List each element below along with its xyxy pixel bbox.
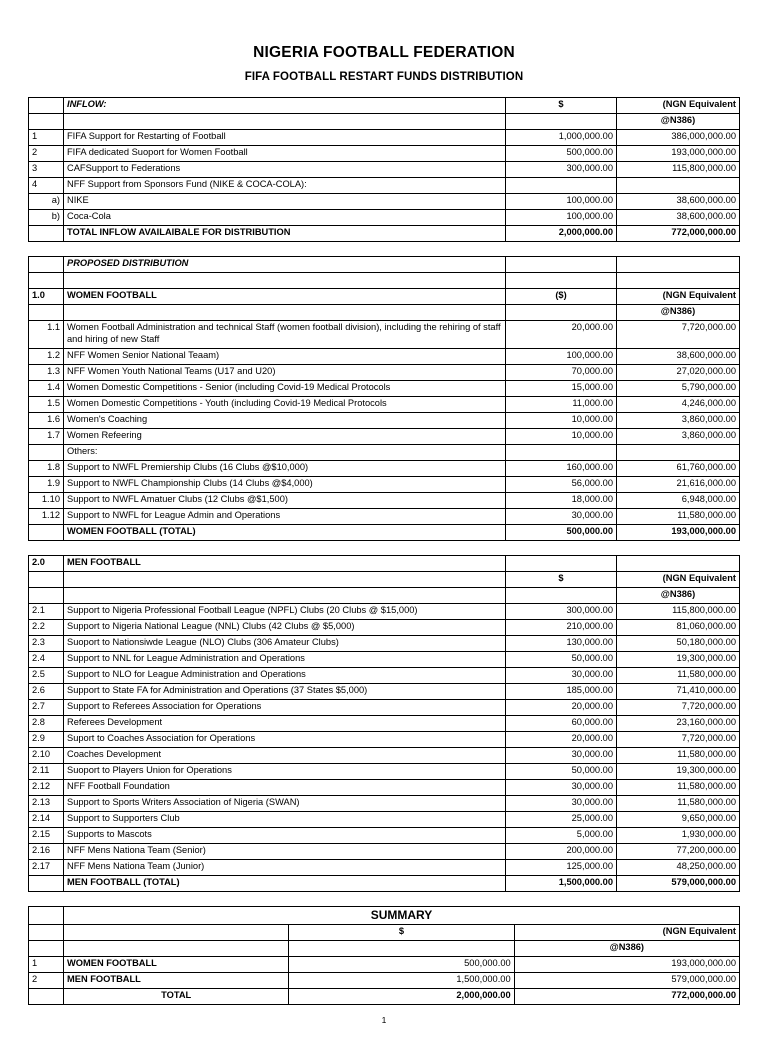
- row-usd: 15,000.00: [506, 381, 617, 397]
- total-ngn: 193,000,000.00: [617, 525, 740, 541]
- row-usd: 30,000.00: [506, 748, 617, 764]
- spacer-cell: [64, 588, 506, 604]
- spacer-cell: [29, 925, 64, 941]
- row-number: 2.13: [29, 796, 64, 812]
- row-ngn: [617, 178, 740, 194]
- total-usd: 2,000,000.00: [506, 226, 617, 242]
- row-description: WOMEN FOOTBALL: [64, 957, 289, 973]
- row-usd: 185,000.00: [506, 684, 617, 700]
- row-usd: 30,000.00: [506, 509, 617, 525]
- table-row: [29, 445, 740, 461]
- table-row: [29, 429, 740, 445]
- summary-header-ngn-line2: @N386): [514, 941, 739, 957]
- row-number: a): [29, 194, 64, 210]
- table-row: [29, 461, 740, 477]
- total-blank: [29, 525, 64, 541]
- row-description: FIFA Support for Restarting of Football: [64, 130, 506, 146]
- row-number: 2.7: [29, 700, 64, 716]
- row-number: 1.5: [29, 397, 64, 413]
- inflow-header-usd: $: [506, 98, 617, 114]
- proposed-usd-blank: [506, 257, 617, 273]
- row-usd: 130,000.00: [506, 636, 617, 652]
- row-ngn: 1,930,000.00: [617, 828, 740, 844]
- inflow-header-blank-3: [64, 114, 506, 130]
- row-ngn: 3,860,000.00: [617, 413, 740, 429]
- row-usd: 200,000.00: [506, 844, 617, 860]
- row-ngn: 19,300,000.00: [617, 764, 740, 780]
- women-section-header-row-2: [29, 305, 740, 321]
- row-description: Support to NWFL Premiership Clubs (16 Clubs @$10,000): [64, 461, 506, 477]
- table-row: [29, 844, 740, 860]
- row-ngn: 6,948,000.00: [617, 493, 740, 509]
- row-description: Women Domestic Competitions - Youth (including Covid-19 Medical Protocols: [64, 397, 506, 413]
- row-usd: 30,000.00: [506, 796, 617, 812]
- row-number: 2.2: [29, 620, 64, 636]
- spacer-cell: [29, 273, 64, 289]
- table-row: [29, 748, 740, 764]
- row-usd: 500,000.00: [289, 957, 514, 973]
- row-usd: 300,000.00: [506, 162, 617, 178]
- row-description: Support to NWFL Amatuer Clubs (12 Clubs @$1,500): [64, 493, 506, 509]
- women-section-title: WOMEN FOOTBALL: [64, 289, 506, 305]
- row-number: 2.11: [29, 764, 64, 780]
- row-description: Coca-Cola: [64, 210, 506, 226]
- table-row: [29, 381, 740, 397]
- summary-total-row: [29, 989, 740, 1005]
- row-description: Support to Sports Writers Association of Nigeria (SWAN): [64, 796, 506, 812]
- row-number: 2.1: [29, 604, 64, 620]
- spacer-cell: [29, 941, 64, 957]
- spacer-cell: [617, 556, 740, 572]
- row-description: NFF Football Foundation: [64, 780, 506, 796]
- spacer-cell: [617, 273, 740, 289]
- total-ngn: 772,000,000.00: [514, 989, 739, 1005]
- total-blank: [29, 876, 64, 892]
- row-number: 4: [29, 178, 64, 194]
- spacer-cell: [506, 305, 617, 321]
- women-header-usd: ($): [506, 289, 617, 305]
- row-usd: 50,000.00: [506, 652, 617, 668]
- row-number: 1.10: [29, 493, 64, 509]
- row-ngn: 7,720,000.00: [617, 321, 740, 349]
- proposed-distribution-label: PROPOSED DISTRIBUTION: [64, 257, 506, 273]
- row-number: 2.17: [29, 860, 64, 876]
- row-number: 1.4: [29, 381, 64, 397]
- row-ngn: 386,000,000.00: [617, 130, 740, 146]
- women-header-ngn-line1: (NGN Equivalent: [617, 289, 740, 305]
- row-number: 1: [29, 130, 64, 146]
- row-description: NFF Women Senior National Teaam): [64, 349, 506, 365]
- row-ngn: 115,800,000.00: [617, 604, 740, 620]
- total-usd: 2,000,000.00: [289, 989, 514, 1005]
- table-row: [29, 178, 740, 194]
- table-row: [29, 604, 740, 620]
- inflow-header-blank-4: [506, 114, 617, 130]
- row-usd: 20,000.00: [506, 732, 617, 748]
- row-description: Women's Coaching: [64, 413, 506, 429]
- table-row: [29, 146, 740, 162]
- row-usd: 100,000.00: [506, 349, 617, 365]
- row-description: Referees Development: [64, 716, 506, 732]
- summary-title-row: [29, 907, 740, 925]
- row-usd: 30,000.00: [506, 668, 617, 684]
- row-description: Support to Nigeria Professional Football League (NPFL) Clubs (20 Clubs @ $15,000): [64, 604, 506, 620]
- row-description: NIKE: [64, 194, 506, 210]
- table-row: [29, 477, 740, 493]
- row-ngn: 5,790,000.00: [617, 381, 740, 397]
- row-description: Support to Nigeria National League (NNL) Clubs (42 Clubs @ $5,000): [64, 620, 506, 636]
- row-ngn: 38,600,000.00: [617, 194, 740, 210]
- row-ngn: 23,160,000.00: [617, 716, 740, 732]
- men-section-title: MEN FOOTBALL: [64, 556, 506, 572]
- row-ngn: 7,720,000.00: [617, 732, 740, 748]
- spacer-cell: [506, 556, 617, 572]
- row-ngn: 11,580,000.00: [617, 796, 740, 812]
- row-number: 1.8: [29, 461, 64, 477]
- row-description: Women Refeering: [64, 429, 506, 445]
- row-description: Suport to Coaches Association for Operations: [64, 732, 506, 748]
- table-row: [29, 684, 740, 700]
- row-description: MEN FOOTBALL: [64, 973, 289, 989]
- row-number: 2.10: [29, 748, 64, 764]
- women-total-row: [29, 525, 740, 541]
- row-ngn: 48,250,000.00: [617, 860, 740, 876]
- row-description: NFF Support from Sponsors Fund (NIKE & COCA-COLA):: [64, 178, 506, 194]
- row-description: Support to NWFL Championship Clubs (14 Clubs @$4,000): [64, 477, 506, 493]
- row-description: Support to NWFL for League Admin and Operations: [64, 509, 506, 525]
- row-usd: 60,000.00: [506, 716, 617, 732]
- spacer-cell: [289, 941, 514, 957]
- row-description: Support to State FA for Administration and Operations (37 States $5,000): [64, 684, 506, 700]
- row-ngn: 50,180,000.00: [617, 636, 740, 652]
- total-label: MEN FOOTBALL (TOTAL): [64, 876, 506, 892]
- total-usd: 1,500,000.00: [506, 876, 617, 892]
- summary-header-ngn-line1: (NGN Equivalent: [514, 925, 739, 941]
- row-usd: [506, 445, 617, 461]
- row-ngn: 579,000,000.00: [514, 973, 739, 989]
- row-description: NFF Women Youth National Teams (U17 and U20): [64, 365, 506, 381]
- row-number: 2.15: [29, 828, 64, 844]
- spacer-cell: [29, 305, 64, 321]
- total-blank: [29, 989, 64, 1005]
- row-number: 1.12: [29, 509, 64, 525]
- row-ngn: 193,000,000.00: [617, 146, 740, 162]
- row-ngn: 115,800,000.00: [617, 162, 740, 178]
- row-number: 2.6: [29, 684, 64, 700]
- table-row: [29, 780, 740, 796]
- row-number: 2.12: [29, 780, 64, 796]
- row-usd: 25,000.00: [506, 812, 617, 828]
- inflow-header-blank-2: [29, 114, 64, 130]
- spacer-cell: [506, 273, 617, 289]
- row-ngn: [617, 445, 740, 461]
- row-ngn: 3,860,000.00: [617, 429, 740, 445]
- spacer-cell: [506, 588, 617, 604]
- men-header-usd: $: [506, 572, 617, 588]
- table-row: [29, 764, 740, 780]
- summary-title: SUMMARY: [64, 907, 740, 925]
- row-description: Suoport to Players Union for Operations: [64, 764, 506, 780]
- row-ngn: 11,580,000.00: [617, 668, 740, 684]
- row-ngn: 19,300,000.00: [617, 652, 740, 668]
- total-label: TOTAL: [64, 989, 289, 1005]
- row-description: NFF Mens Nationa Team (Senior): [64, 844, 506, 860]
- women-section-header-row: [29, 289, 740, 305]
- row-number: 2.16: [29, 844, 64, 860]
- row-ngn: 11,580,000.00: [617, 780, 740, 796]
- table-row: [29, 828, 740, 844]
- row-number: b): [29, 210, 64, 226]
- row-description: Support to Supporters Club: [64, 812, 506, 828]
- table-row: [29, 973, 740, 989]
- inflow-header-label: INFLOW:: [64, 98, 506, 114]
- row-number: 2.3: [29, 636, 64, 652]
- row-usd: 125,000.00: [506, 860, 617, 876]
- table-row: [29, 194, 740, 210]
- table-row: [29, 620, 740, 636]
- page-subtitle: FIFA FOOTBALL RESTART FUNDS DISTRIBUTION: [244, 71, 524, 83]
- row-usd: 18,000.00: [506, 493, 617, 509]
- row-usd: 210,000.00: [506, 620, 617, 636]
- spacer-cell: [64, 572, 506, 588]
- row-ngn: 7,720,000.00: [617, 700, 740, 716]
- row-description: NFF Mens Nationa Team (Junior): [64, 860, 506, 876]
- men-header-ngn-line2: @N386): [617, 588, 740, 604]
- inflow-header-ngn-line1: (NGN Equivalent: [662, 99, 736, 109]
- title-block: [0, 0, 768, 83]
- table-row: [29, 349, 740, 365]
- row-number: 1.1: [29, 321, 64, 349]
- row-ngn: 38,600,000.00: [617, 349, 740, 365]
- women-football-table: [28, 256, 740, 541]
- row-number: 1.6: [29, 413, 64, 429]
- women-header-ngn-line2: @N386): [617, 305, 740, 321]
- row-number: 1.2: [29, 349, 64, 365]
- row-description: CAFSupport to Federations: [64, 162, 506, 178]
- page-title: NIGERIA FOOTBALL FEDERATION: [253, 44, 515, 61]
- spacer-cell: [64, 941, 289, 957]
- inflow-total-row: [29, 226, 740, 242]
- table-row: [29, 509, 740, 525]
- row-usd: 10,000.00: [506, 413, 617, 429]
- summary-table: [28, 906, 740, 1005]
- men-section-number: 2.0: [29, 556, 64, 572]
- row-usd: 20,000.00: [506, 700, 617, 716]
- table-row: [29, 321, 740, 349]
- row-usd: 160,000.00: [506, 461, 617, 477]
- table-row: [29, 397, 740, 413]
- row-number: 2.9: [29, 732, 64, 748]
- row-number: 2.8: [29, 716, 64, 732]
- row-description: Support to Referees Association for Operations: [64, 700, 506, 716]
- row-number: 2.4: [29, 652, 64, 668]
- men-section-header-row: [29, 556, 740, 572]
- row-ngn: 27,020,000.00: [617, 365, 740, 381]
- table-row: [29, 493, 740, 509]
- spacer-cell: [64, 273, 506, 289]
- row-usd: 300,000.00: [506, 604, 617, 620]
- row-ngn: 71,410,000.00: [617, 684, 740, 700]
- table-row: [29, 668, 740, 684]
- row-usd: 10,000.00: [506, 429, 617, 445]
- row-ngn: 38,600,000.00: [617, 210, 740, 226]
- inflow-header-ngn-line2: @N386): [617, 114, 740, 130]
- table-row: [29, 636, 740, 652]
- table-row: [29, 413, 740, 429]
- row-number: 2: [29, 973, 64, 989]
- table-row: [29, 732, 740, 748]
- row-number: 1.7: [29, 429, 64, 445]
- total-ngn: 579,000,000.00: [617, 876, 740, 892]
- row-number: 1.3: [29, 365, 64, 381]
- row-description: Support to NLO for League Administration and Operations: [64, 668, 506, 684]
- row-usd: 1,500,000.00: [289, 973, 514, 989]
- total-label: TOTAL INFLOW AVAILAIBALE FOR DISTRIBUTION: [64, 226, 506, 242]
- row-ngn: 81,060,000.00: [617, 620, 740, 636]
- table-row: [29, 700, 740, 716]
- table-row: [29, 130, 740, 146]
- total-blank: [29, 226, 64, 242]
- row-ngn: 61,760,000.00: [617, 461, 740, 477]
- total-usd: 500,000.00: [506, 525, 617, 541]
- row-number: 2: [29, 146, 64, 162]
- table-row: [29, 652, 740, 668]
- spacer-cell: [29, 907, 64, 925]
- table-row: [29, 812, 740, 828]
- row-description: Others:: [64, 445, 506, 461]
- row-ngn: 9,650,000.00: [617, 812, 740, 828]
- row-ngn: 193,000,000.00: [514, 957, 739, 973]
- men-total-row: [29, 876, 740, 892]
- row-number: 3: [29, 162, 64, 178]
- row-number: 2.5: [29, 668, 64, 684]
- table-row: [29, 796, 740, 812]
- page-number: 1: [381, 1015, 387, 1026]
- row-usd: 56,000.00: [506, 477, 617, 493]
- row-ngn: 11,580,000.00: [617, 509, 740, 525]
- men-header-ngn-line1: (NGN Equivalent: [617, 572, 740, 588]
- row-number: 1.9: [29, 477, 64, 493]
- spacer-cell: [64, 305, 506, 321]
- spacer-cell: [29, 572, 64, 588]
- women-section-number: 1.0: [29, 289, 64, 305]
- total-ngn: 772,000,000.00: [617, 226, 740, 242]
- table-row: [29, 716, 740, 732]
- row-usd: 100,000.00: [506, 210, 617, 226]
- row-usd: 50,000.00: [506, 764, 617, 780]
- inflow-header-row-2: [29, 114, 740, 130]
- row-usd: 70,000.00: [506, 365, 617, 381]
- row-number: 1: [29, 957, 64, 973]
- total-label: WOMEN FOOTBALL (TOTAL): [64, 525, 506, 541]
- spacer-cell: [29, 588, 64, 604]
- row-ngn: 21,616,000.00: [617, 477, 740, 493]
- men-column-header-row: [29, 572, 740, 588]
- row-ngn: 11,580,000.00: [617, 748, 740, 764]
- row-usd: 5,000.00: [506, 828, 617, 844]
- row-usd: 11,000.00: [506, 397, 617, 413]
- table-row: [29, 365, 740, 381]
- inflow-table: [28, 97, 740, 242]
- spacer-cell: [64, 925, 289, 941]
- row-description: Women Domestic Competitions - Senior (including Covid-19 Medical Protocols: [64, 381, 506, 397]
- inflow-header-ngn: [617, 98, 740, 114]
- summary-header-usd: $: [289, 925, 514, 941]
- row-description: Support to NNL for League Administration and Operations: [64, 652, 506, 668]
- row-description: FIFA dedicated Suoport for Women Football: [64, 146, 506, 162]
- row-usd: 20,000.00: [506, 321, 617, 349]
- table-row: [29, 957, 740, 973]
- spacer-row: [29, 273, 740, 289]
- row-usd: 500,000.00: [506, 146, 617, 162]
- proposed-distribution-row: [29, 257, 740, 273]
- inflow-header-blank: [29, 98, 64, 114]
- row-number: 2.14: [29, 812, 64, 828]
- row-description: Women Football Administration and technical Staff (women football division), including the rehiring of staff and hiring of new Staff: [64, 321, 506, 349]
- row-description: Coaches Development: [64, 748, 506, 764]
- table-row: [29, 860, 740, 876]
- row-usd: [506, 178, 617, 194]
- summary-header-row: [29, 925, 740, 941]
- proposed-ngn-blank: [617, 257, 740, 273]
- table-row: [29, 162, 740, 178]
- inflow-header-row: [29, 98, 740, 114]
- men-column-header-row-2: [29, 588, 740, 604]
- row-usd: 30,000.00: [506, 780, 617, 796]
- row-description: Supports to Mascots: [64, 828, 506, 844]
- row-number: [29, 445, 64, 461]
- row-ngn: 77,200,000.00: [617, 844, 740, 860]
- row-usd: 1,000,000.00: [506, 130, 617, 146]
- row-ngn: 4,246,000.00: [617, 397, 740, 413]
- men-football-table: [28, 555, 740, 892]
- proposed-blank: [29, 257, 64, 273]
- row-description: Suoport to Nationsiwde League (NLO) Clubs (306 Amateur Clubs): [64, 636, 506, 652]
- summary-header-row-2: [29, 941, 740, 957]
- row-usd: 100,000.00: [506, 194, 617, 210]
- table-row: [29, 210, 740, 226]
